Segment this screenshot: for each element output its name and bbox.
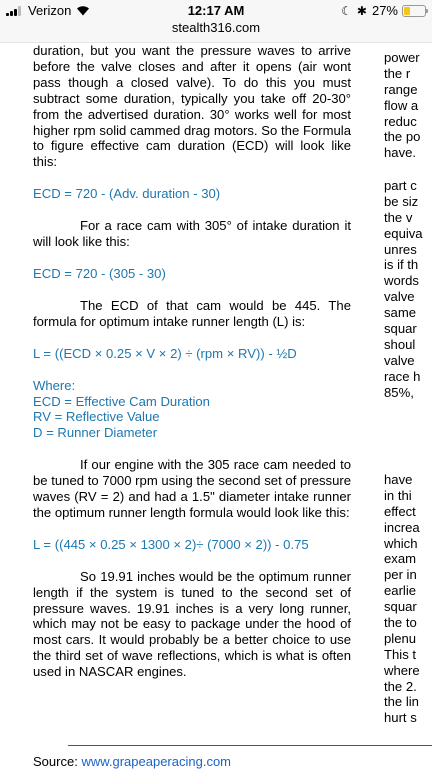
side-line: unres — [384, 241, 417, 257]
paragraph-effective-duration: duration, but you want the pressure waves to arrive before the valve closes and after it opens (air wont pass though a closed valve). To do this you must subtract some duration, typically you take off 20-30° from the advertised duration. 30° works well for most higher rpm solid cammed drag motors. So the Formula to figure effective cam duration (ECD) will look like this: — [33, 43, 351, 170]
side-line: squar — [384, 321, 417, 337]
side-line: reduc — [384, 113, 417, 129]
side-line: the 2. — [384, 678, 417, 694]
side-line: race h — [384, 368, 421, 384]
side-line: equiva — [384, 225, 423, 241]
status-right — [341, 3, 426, 18]
side-line: be siz — [384, 193, 419, 209]
side-line: effect — [384, 503, 416, 519]
where-rv: RV = Reflective Value — [33, 409, 160, 425]
paragraph-example-engine: If our engine with the 305 race cam needed to be tuned to 7000 rpm using the second set of pressure waves (RV = 2) and had a 1.5" diameter intake runner the optimum runner length formula would look like this: — [33, 457, 351, 520]
side-line: squar — [384, 599, 417, 615]
side-line: is if th — [384, 257, 419, 273]
side-line: in thi — [384, 487, 412, 503]
side-column-block-1 — [384, 50, 432, 161]
where-ecd: ECD = Effective Cam Duration — [33, 393, 210, 409]
side-line: power — [384, 50, 420, 65]
where-label: Where: — [33, 377, 76, 393]
formula-ecd: ECD = 720 - (Adv. duration - 30) — [33, 186, 221, 202]
article-main-column — [33, 43, 351, 680]
where-d: D = Runner Diameter — [33, 425, 158, 441]
side-line: have — [384, 472, 413, 487]
footer-divider — [68, 745, 432, 746]
bluetooth-icon: ✱ — [356, 3, 367, 18]
formula-runner-length: L = ((ECD × 0.25 × V × 2) ÷ (rpm × RV)) - ½D — [33, 345, 297, 361]
do-not-disturb-icon: ☾ — [341, 3, 352, 18]
side-line: where — [384, 662, 420, 678]
formula-ecd-example: ECD = 720 - (305 - 30) — [33, 265, 166, 281]
side-line: range — [384, 81, 418, 97]
status-time: 12:17 AM — [187, 3, 245, 18]
side-line: which — [384, 535, 418, 551]
side-line: have. — [384, 145, 417, 161]
side-line: per in — [384, 567, 417, 583]
status-bar — [0, 0, 432, 20]
source-link[interactable]: www.grapeaperacing.com — [81, 754, 232, 769]
side-line: the to — [384, 615, 417, 631]
side-line: the r — [384, 65, 411, 81]
side-line: increa — [384, 519, 420, 535]
side-line: shoul — [384, 336, 416, 352]
paragraph-conclusion: So 19.91 inches would be the optimum runner length if the system is tuned to the second set of pressure waves. 19.91 inches is a very long runner, which may not be easy to package under the hood of most cars. It would probably be a better choice to use the third set of wave reflections, which is what is often used in NASCAR engines. — [33, 568, 351, 680]
side-line: the po — [384, 129, 421, 145]
paragraph-ecd-result: The ECD of that cam would be 445. The formula for optimum intake runner length (L) is: — [33, 297, 351, 329]
carrier-name: Verizon — [28, 3, 72, 18]
side-column-block-3 — [384, 472, 432, 726]
side-line: valve — [384, 352, 415, 368]
address-bar[interactable] — [0, 20, 432, 43]
side-line: valve — [384, 289, 415, 305]
side-line: hurt s — [384, 710, 417, 726]
side-line: plenu — [384, 630, 417, 646]
source-label: Source: — [33, 754, 78, 769]
side-line: earlie — [384, 583, 417, 599]
paragraph-race-cam: For a race cam with 305° of intake duration it will look like this: — [33, 218, 351, 250]
side-line: the v — [384, 209, 413, 225]
side-line: words — [384, 273, 419, 289]
side-line: 85%, — [384, 384, 414, 400]
side-line: flow a — [384, 97, 419, 113]
side-line: exam — [384, 551, 417, 567]
formula-runner-example: L = ((445 × 0.25 × 1300 × 2)÷ (7000 × 2)) - 0.75 — [33, 536, 309, 552]
side-line: part c — [384, 178, 417, 193]
source-line — [33, 754, 231, 769]
side-column-block-2 — [384, 178, 432, 400]
battery-percent: 27% — [371, 3, 398, 18]
side-line: the lin — [384, 694, 419, 710]
url-text[interactable]: stealth316.com — [171, 20, 261, 35]
side-line: This t — [384, 646, 417, 662]
side-line: same — [384, 305, 417, 321]
battery-icon — [402, 5, 426, 17]
